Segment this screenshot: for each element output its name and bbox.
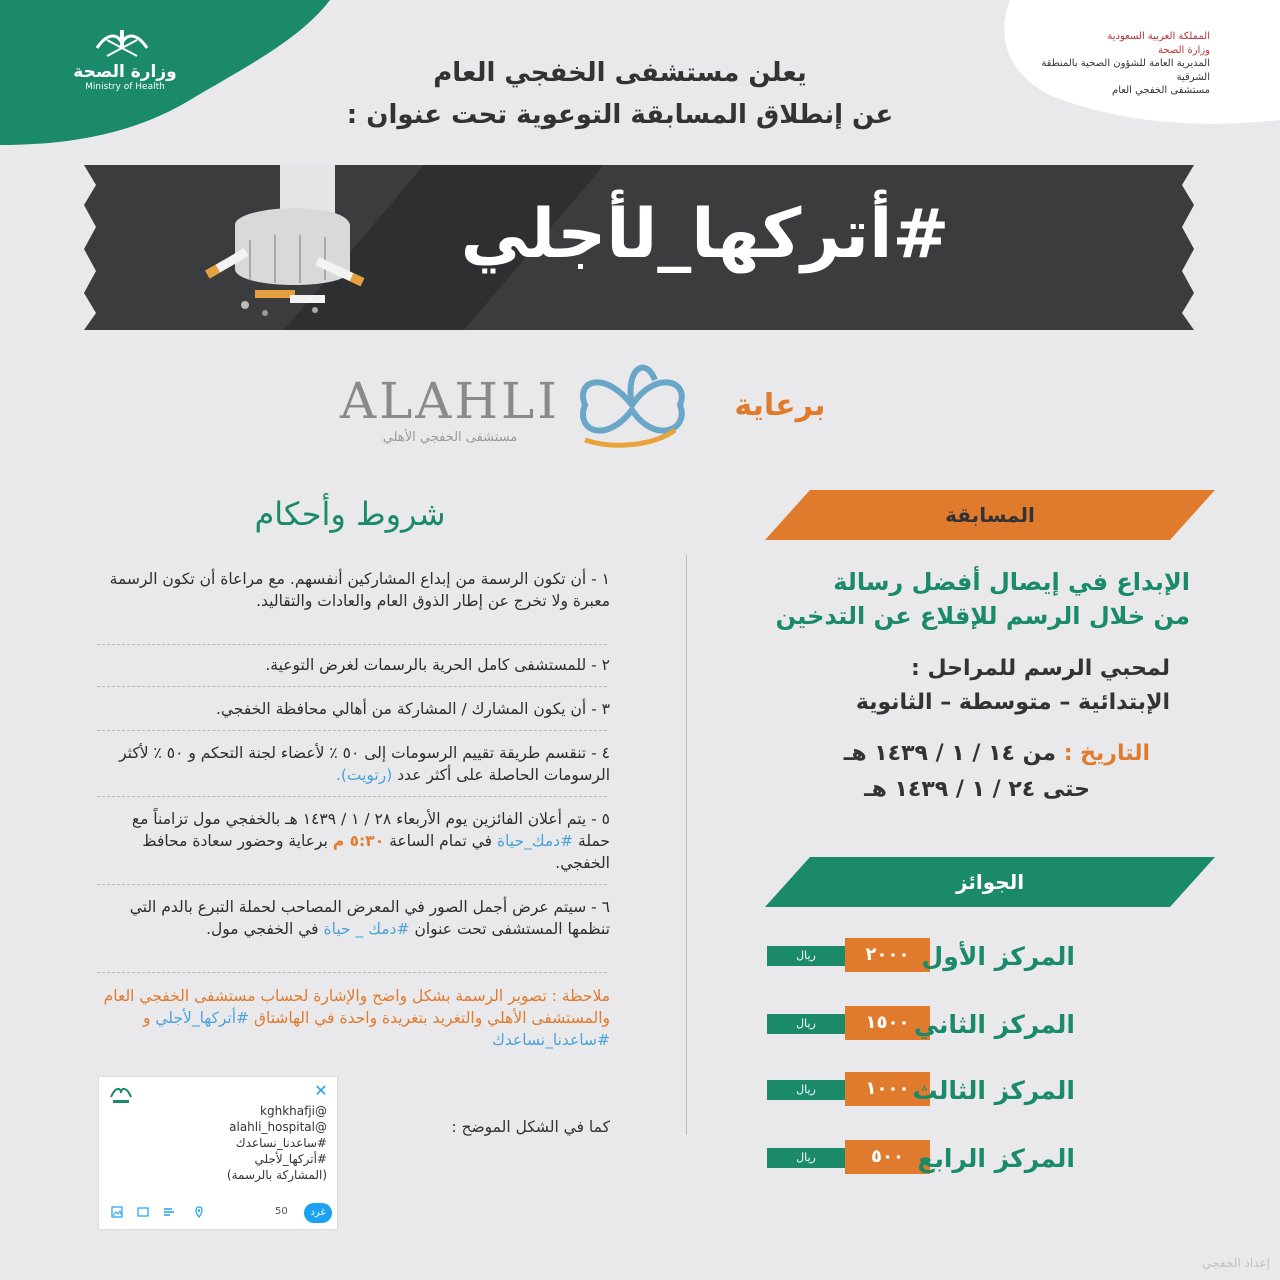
character-count: 50: [275, 1206, 288, 1217]
tweet-button[interactable]: غرد: [304, 1203, 332, 1223]
tweet-toolbar: [107, 1203, 331, 1223]
prize-place: المركز الثالث: [912, 1076, 1075, 1105]
prize-currency: ريال: [767, 1080, 845, 1100]
prize-currency: ريال: [767, 946, 845, 966]
terms-divider: [97, 796, 607, 797]
date-from: من ١٤ / ١ / ١٤٣٩ هـ: [843, 741, 1057, 766]
tweet-mention-2: @alahli_hospital: [229, 1120, 327, 1134]
ministry-name-en: Ministry of Health: [85, 82, 165, 92]
tweet-hashtag-2: #أتركها_لأجلي: [254, 1152, 327, 1166]
term-1: ١ - أن تكون الرسمة من إبداع المشاركين أنفسهم. مع مراعاة أن تكون الرسمة معبرة ولا تخرج عن إطار الذوق العام والعادات والتقاليد.: [109, 570, 610, 610]
term-5-text-c: في تمام الساعة: [389, 832, 493, 850]
headline-line-1: يعلن مستشفى الخفجي العام: [433, 58, 807, 88]
ministry-name-ar: وزارة الصحة: [73, 62, 177, 82]
tweet-caption: (المشاركة بالرسمة): [226, 1168, 327, 1182]
image-icon[interactable]: [111, 1206, 123, 1218]
stages-line-2: الإبتدائية – متوسطة – الثانوية: [855, 690, 1170, 715]
term-5-time: ٥:٣٠ م: [332, 832, 385, 850]
note-and: و: [142, 1009, 151, 1027]
government-line: وزارة الصحة: [1158, 44, 1210, 56]
note-hashtag-2: #ساعدنا_نساعدك: [492, 1031, 610, 1049]
ministry-logo-icon: [92, 28, 152, 58]
prize-amount: ٥٠٠: [845, 1140, 930, 1174]
date-label: التاريخ :: [1063, 741, 1150, 766]
location-icon[interactable]: [193, 1206, 205, 1218]
term-6-text-a: ٦ - سيتم عرض أجمل الصور في المعرض المصاحب لحملة التبرع بالدم التي تنظمها المستشفى تحت عنوان: [129, 898, 610, 938]
stages-line-1: لمحبي الرسم للمراحل :: [911, 656, 1170, 681]
terms-divider: [97, 972, 607, 973]
prize-row: [765, 1140, 1185, 1180]
prize-place: المركز الرابع: [917, 1144, 1075, 1173]
contest-ribbon-label: المسابقة: [945, 503, 1035, 527]
prize-amount: ١٠٠٠: [845, 1072, 930, 1106]
term-4: [95, 742, 610, 786]
contest-desc-line-1: الإبداع في إيصال أفضل رسالة: [833, 568, 1190, 596]
term-5-text-a: ٥ - يتم أعلان الفائزين يوم الأربعاء ٢٨ / ١ / ١٤٣٩ هـ بالخفجي مول تزامناً مع حملة: [131, 810, 610, 850]
prize-amount: ٢٠٠٠: [845, 938, 930, 972]
prize-currency: ريال: [767, 1014, 845, 1034]
term-5-hashtag: #دمك_حياة: [496, 832, 574, 850]
contest-stages: [760, 652, 1170, 720]
government-line: المملكة العربية السعودية: [1107, 31, 1210, 42]
announcement-headline: [300, 52, 940, 136]
note-hashtag-1: #أتركها_لأجلي: [155, 1009, 250, 1027]
prize-row: [765, 1006, 1185, 1046]
sponsor-name-en: ALAHLI: [340, 372, 560, 430]
campaign-hashtag: #أتركها_لأجلي: [460, 195, 950, 274]
tweet-text[interactable]: [127, 1103, 327, 1183]
contest-desc-line-2: من خلال الرسم للإقلاع عن التدخين: [775, 602, 1190, 630]
as-shown-label: كما في الشكل الموضح :: [451, 1118, 610, 1136]
term-2: ٢ - للمستشفى كامل الحرية بالرسمات لغرض التوعية.: [265, 656, 610, 674]
note-text: ملاحظة : تصوير الرسمة بشكل واضح والإشارة لحساب مستشفى الخفجي العام والمستشفى الأهلي والتغريد بتغريدة واحدة في الهاشتاق: [103, 987, 610, 1027]
date-to: حتى ٢٤ / ١ / ١٤٣٩ هـ: [864, 777, 1090, 802]
term-6-text-c: في الخفجي مول.: [206, 920, 319, 938]
prize-currency: ريال: [767, 1148, 845, 1168]
column-divider: [686, 555, 687, 1135]
term-5-text-e: برعاية وحضور سعادة محافظ الخفجي.: [142, 832, 610, 872]
sponsor-label: برعاية: [734, 388, 826, 423]
fist-crushing-cigarettes-icon: [195, 165, 365, 325]
government-header: [1010, 30, 1210, 98]
terms-divider: [97, 730, 607, 731]
prizes-ribbon-label: الجوائز: [955, 870, 1025, 894]
contest-description: [760, 565, 1190, 633]
prize-place: المركز الأول: [921, 942, 1075, 971]
close-icon[interactable]: ✕: [314, 1081, 328, 1100]
terms-note: [95, 985, 610, 1051]
poll-icon[interactable]: [163, 1206, 175, 1218]
government-line: مستشفى الخفجي العام: [1112, 85, 1210, 96]
terms-divider: [97, 686, 607, 687]
contest-dates: [760, 736, 1150, 808]
term-6: [95, 896, 610, 940]
prize-row: [765, 1072, 1185, 1112]
terms-title: شروط وأحكام: [254, 495, 446, 533]
term-4-text: ٤ - تنقسم طريقة تقييم الرسومات إلى ٥٠ ٪ لأعضاء لجنة التحكم و ٥٠ ٪ لأكثر الرسومات الحاصلة على أكثر عدد: [119, 744, 610, 784]
term-6-hashtag: #دمك _ حياة: [323, 920, 410, 938]
alahli-logo-icon: [565, 350, 700, 460]
terms-divider: [97, 884, 607, 885]
term-5: [95, 808, 610, 874]
terms-divider: [97, 644, 607, 645]
government-line: المديرية العامة للشؤون الصحية بالمنطقة الشرقية: [1041, 58, 1210, 83]
gif-icon[interactable]: [137, 1206, 149, 1218]
term-4-retweet: (رتويت).: [335, 766, 393, 784]
term-3: ٣ - أن يكون المشارك / المشاركة من أهالي محافظة الخفجي.: [215, 700, 610, 718]
prize-amount: ١٥٠٠: [845, 1006, 930, 1040]
footer-credit: إعداد الخفجي: [1202, 1256, 1270, 1270]
ministry-name: [70, 62, 180, 92]
prize-place: المركز الثاني: [913, 1010, 1075, 1039]
tweet-mention-1: @kghkhafji: [260, 1104, 327, 1118]
headline-line-2: عن إنطلاق المسابقة التوعوية تحت عنوان :: [346, 100, 894, 130]
tweet-hashtag-1: #ساعدنا_نساعدك: [235, 1136, 327, 1150]
sponsor-name-ar: مستشفى الخفجي الأهلي: [382, 430, 518, 445]
prize-row: [765, 938, 1185, 978]
tweet-composer-example: [98, 1076, 338, 1230]
